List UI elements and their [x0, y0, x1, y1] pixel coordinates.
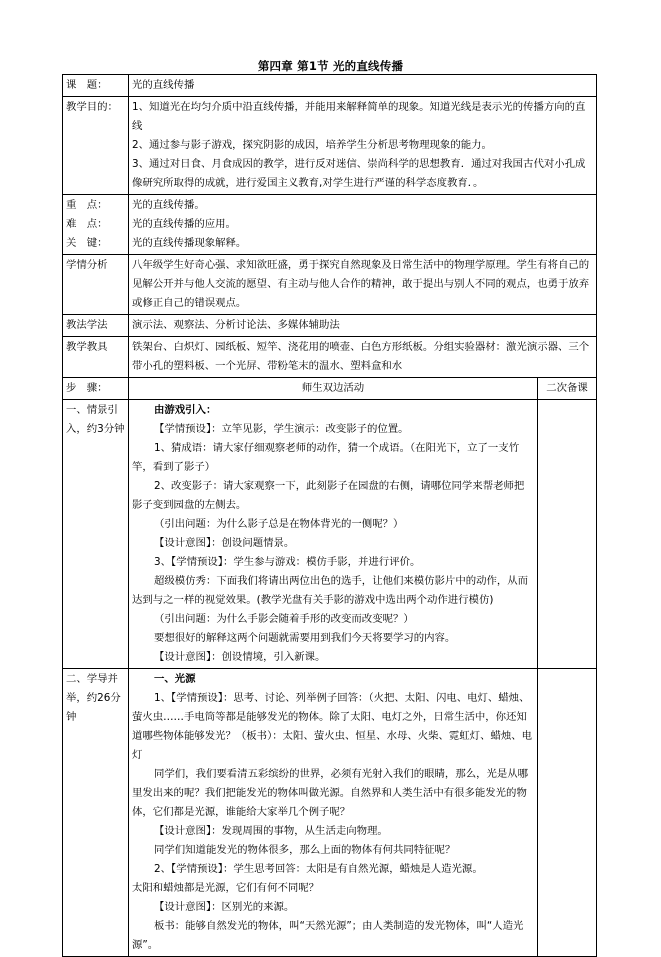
- table-row-objectives: [63, 97, 597, 195]
- key-points-values: [129, 195, 597, 255]
- table-row-steps-header: [63, 378, 597, 400]
- step2-line: 2、【学情预设】：学生思考回答：太阳是有自然光源，蜡烛是人造光源。: [154, 863, 483, 875]
- step1-line: 1、猜成语：请大家仔细观察老师的动作，猜一个成语。（在阳光下，立了一支竹竿，看到了影子）: [132, 442, 520, 473]
- step1-line: （引出问题：为什么手影会随着手形的改变而改变呢？）: [154, 613, 414, 625]
- difficulty-value: 光的直线传播的应用。: [132, 218, 236, 230]
- step2-line: 同学们，我们要看清五彩缤纷的世界，必须有光射入我们的眼睛，那么，光是从哪里发出来的呢？我们把能发光的物体叫做光源。自然界和人类生活中有很多能发光的物体，它们都是光源，谁能给大家举几个例子呢？: [132, 768, 529, 818]
- step2-line: 【设计意图】：区别光的来源。: [154, 901, 295, 913]
- step2-content: [129, 669, 538, 957]
- analysis-value: 八年级学生好奇心强、求知欲旺盛，勇于探究自然现象及日常生活中的物理学原理。学生有将自己的见解公开并与他人交流的愿望、有主动与他人合作的精神，敢于提出与别人不同的观点，也勇于放弃或修正自己的错误观点。: [129, 255, 597, 315]
- notes-header: 二次备课: [538, 378, 597, 400]
- objective-item: 1、知道光在均匀介质中沿直线传播，并能用来解释简单的现象。知道光线是表示光的传播方向的直线: [132, 101, 586, 132]
- tools-value: 铁架台、白炽灯、园纸板、短竿、浇花用的喷壶、白色方形纸板。分组实验器材：激光演示器、三个带小孔的塑料板、一个光屏、带粉笔末的温水、塑料盒和水: [129, 337, 597, 378]
- table-row-key-points: [63, 195, 597, 255]
- table-row-analysis: [63, 255, 597, 315]
- steps-label: 步 骤：: [63, 378, 129, 400]
- step2-heading: 一、光源: [154, 673, 196, 685]
- step2-line: 1、【学情预设】：思考、讨论、列举例子回答：（火把、太阳、闪电、电灯、蜡烛、萤火虫……手电筒等都是能够发光的物体。除了太阳、电灯之外，日常生活中，你还知道哪些物体能够发光？（板书）：太阳、萤火虫、恒星、水母、火柴、霓虹灯、蜡烛、电灯: [132, 692, 533, 761]
- step2-notes: [538, 669, 597, 957]
- step1-line: 超级模仿秀：下面我们将请出两位出色的选手，让他们来模仿影片中的动作，从而达到与之一样的视觉效果。(教学光盘有关手影的游戏中选出两个动作进行模仿): [132, 575, 529, 606]
- step1-line: 要想很好的解释这两个问题就需要用到我们今天将要学习的内容。: [154, 632, 456, 644]
- table-row-methods: [63, 315, 597, 337]
- step2-line: 同学们知道能发光的物体很多，那么上面的物体有何共同特征呢？: [154, 844, 456, 856]
- table-row-step1: [63, 400, 597, 669]
- tools-label: 教学教具: [63, 337, 129, 378]
- table-row-tools: [63, 337, 597, 378]
- key-points-labels: [63, 195, 129, 255]
- step1-heading: 由游戏引入：: [154, 404, 217, 416]
- step1-label: 一、情景引入，约3分钟: [63, 400, 129, 669]
- objective-item: 2、通过参与影子游戏，探究阴影的成因，培养学生分析思考物理现象的能力。: [132, 139, 492, 151]
- step1-line: 【学情预设】：立竿见影，学生演示：改变影子的位置。: [154, 423, 409, 435]
- step1-line: 2、改变影子：请大家观察一下，此刻影子在园盘的右侧，请哪位同学来帮老师把影子变到园盘的左侧去。: [132, 480, 525, 511]
- key-point-label: 重 点：: [66, 199, 108, 211]
- topic-label: 课 题：: [63, 75, 129, 97]
- step1-line: （引出问题：为什么影子总是在物体背光的一侧呢？）: [154, 518, 404, 530]
- topic-value: 光的直线传播: [129, 75, 597, 97]
- key-point-value: 光的直线传播。: [132, 199, 205, 211]
- critical-label: 关 键：: [66, 237, 108, 249]
- objective-item: 3、通过对日食、月食成因的教学，进行反对迷信、崇尚科学的思想教育．通过对我国古代对小孔成像研究所取得的成就，进行爱国主义教育,对学生进行严谨的科学态度教育．。: [132, 158, 586, 189]
- table-row-topic: [63, 75, 597, 97]
- lesson-plan-table: [62, 74, 597, 957]
- activity-header: 师生双边活动: [129, 378, 538, 400]
- step2-line: 板书：能够自然发光的物体，叫“天然光源”；由人类制造的发光物体，叫“人造光源”。: [132, 920, 524, 951]
- objectives-content: [129, 97, 597, 195]
- step2-label: 二、学导并举，约26分钟: [63, 669, 129, 957]
- critical-value: 光的直线传播现象解释。: [132, 237, 247, 249]
- methods-value: 演示法、观察法、分析讨论法、多媒体辅助法: [129, 315, 597, 337]
- methods-label: 教法学法: [63, 315, 129, 337]
- step1-notes: [538, 400, 597, 669]
- step1-content: [129, 400, 538, 669]
- step1-line: 【设计意图】：创设问题情景。: [154, 537, 295, 549]
- analysis-label: 学情分析: [63, 255, 129, 315]
- objectives-label: 教学目的：: [63, 97, 129, 195]
- step2-line: 太阳和蜡烛都是光源，它们有何不同呢？: [132, 882, 320, 894]
- page-title: 第四章 第1节 光的直线传播: [257, 59, 404, 73]
- step2-line: 【设计意图】：发现周围的事物，从生活走向物理。: [154, 825, 388, 837]
- step1-line: 【设计意图】：创设情境，引入新课。: [154, 651, 326, 663]
- table-row-step2: [63, 669, 597, 957]
- step1-line: 3、【学情预设】：学生参与游戏：模仿手影，并进行评价。: [154, 556, 421, 568]
- difficulty-label: 难 点：: [66, 218, 108, 230]
